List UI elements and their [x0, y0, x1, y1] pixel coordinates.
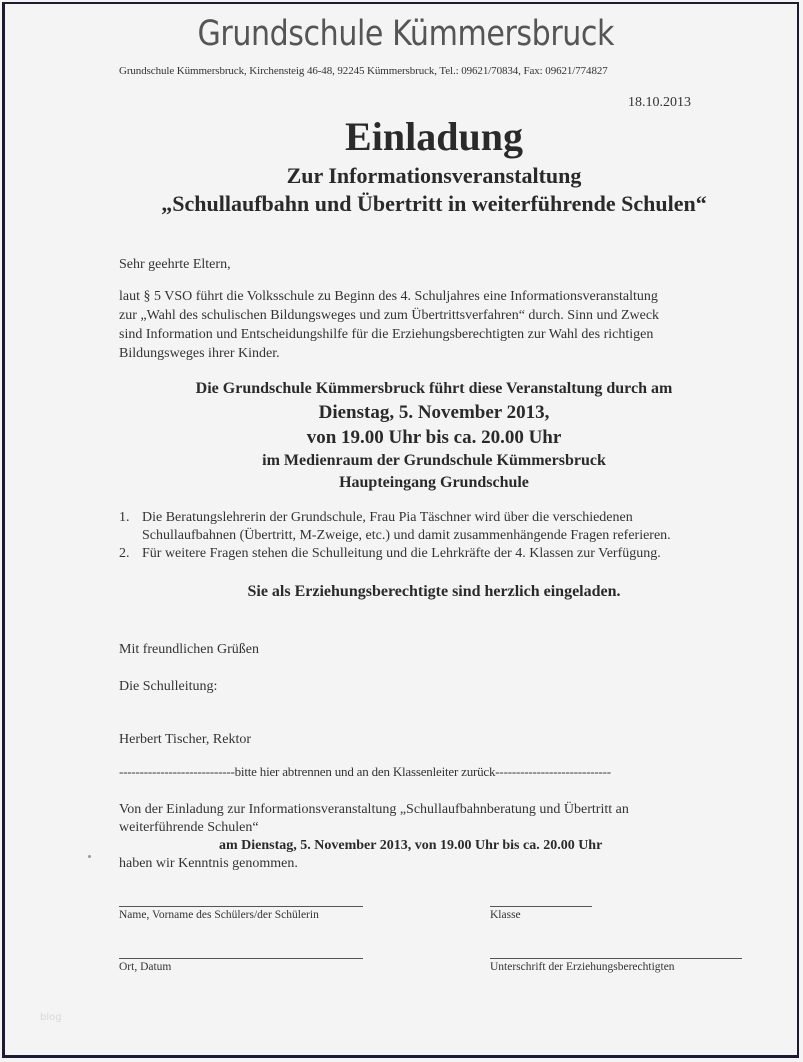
closing-sender: Die Schulleitung:	[119, 679, 218, 694]
event-time: von 19.00 Uhr bis ca. 20.00 Uhr	[306, 427, 562, 448]
agenda-item-text: Schullaufbahnen (Übertritt, M-Zweige, etc.) und damit zusammenhängende Fragen referieren.	[142, 528, 671, 543]
invitation-note: Sie als Erziehungsberechtigte sind herzlich eingeladen.	[247, 583, 621, 600]
place-date-label: Ort, Datum	[119, 961, 172, 973]
letter-date: 18.10.2013	[628, 95, 691, 110]
reply-line: Von der Einladung zur Informationsveranstaltung „Schullaufbahnberatung und Übertritt an	[119, 802, 629, 817]
reply-line: weiterführende Schulen“	[119, 820, 259, 835]
watermark: blog	[40, 1012, 62, 1023]
event-entrance: Haupteingang Grundschule	[339, 474, 529, 491]
event-date: Dienstag, 5. November 2013,	[318, 402, 550, 423]
student-name-field-line[interactable]	[119, 906, 363, 907]
signer-name: Herbert Tischer, Rektor	[119, 732, 252, 747]
reply-event-date: am Dienstag, 5. November 2013, von 19.00 Uhr bis ca. 20.00 Uhr	[219, 838, 603, 853]
class-label: Klasse	[490, 909, 521, 921]
intro-line: sind Information und Entscheidungshilfe für die Erziehungsberechtigten zur Wahl des richtigen	[119, 327, 654, 342]
event-location: im Medienraum der Grundschule Kümmersbruck	[262, 452, 606, 469]
closing-greeting: Mit freundlichen Grüßen	[119, 642, 259, 657]
scan-speck	[88, 855, 91, 858]
agenda-item	[119, 509, 671, 545]
event-announcement: Die Grundschule Kümmersbruck führt diese Veranstaltung durch am	[195, 380, 673, 397]
student-name-label: Name, Vorname des Schülers/der Schülerin	[119, 909, 319, 921]
cut-here-line: ----------------------------bitte hier abtrennen und an den Klassenleiter zurück----------------------------	[119, 764, 611, 779]
signature-label: Unterschrift der Erziehungsberechtigten	[490, 961, 675, 973]
agenda-list	[119, 509, 671, 563]
place-date-field-line[interactable]	[119, 958, 363, 959]
document-subtitle: Zur Informationsveranstaltung	[286, 163, 582, 188]
signature-field-line[interactable]	[490, 958, 742, 959]
intro-line: Bildungsweges ihrer Kinder.	[119, 346, 280, 361]
school-name-header: Grundschule Kümmersbruck	[197, 14, 615, 54]
agenda-item-text: Die Beratungslehrerin der Grundschule, Frau Pia Täschner wird über die verschiedenen	[142, 510, 633, 525]
reply-slip-text	[119, 801, 629, 873]
agenda-item-number: 2.	[119, 546, 130, 561]
intro-line: zur „Wahl des schulischen Bildungsweges und zum Übertrittsverfahren“ durch. Sinn und Zweck	[119, 308, 660, 323]
agenda-item	[119, 545, 671, 563]
agenda-item-text: Für weitere Fragen stehen die Schulleitung und die Lehrkräfte der 4. Klassen zur Verfügung.	[142, 546, 661, 561]
school-address-line: Grundschule Kümmersbruck, Kirchensteig 46-48, 92245 Kümmersbruck, Tel.: 09621/70834, Fax: 09621/774827	[119, 65, 608, 77]
event-topic: „Schullaufbahn und Übertritt in weiterführende Schulen“	[161, 191, 707, 216]
intro-paragraph	[119, 287, 729, 363]
agenda-item-number: 1.	[119, 510, 130, 525]
intro-line: laut § 5 VSO führt die Volksschule zu Beginn des 4. Schuljahres eine Informationsveranstaltung	[119, 289, 658, 304]
document-title: Einladung	[345, 114, 523, 159]
salutation: Sehr geehrte Eltern,	[119, 257, 231, 272]
class-field-line[interactable]	[490, 906, 592, 907]
reply-line: haben wir Kenntnis genommen.	[119, 856, 298, 871]
